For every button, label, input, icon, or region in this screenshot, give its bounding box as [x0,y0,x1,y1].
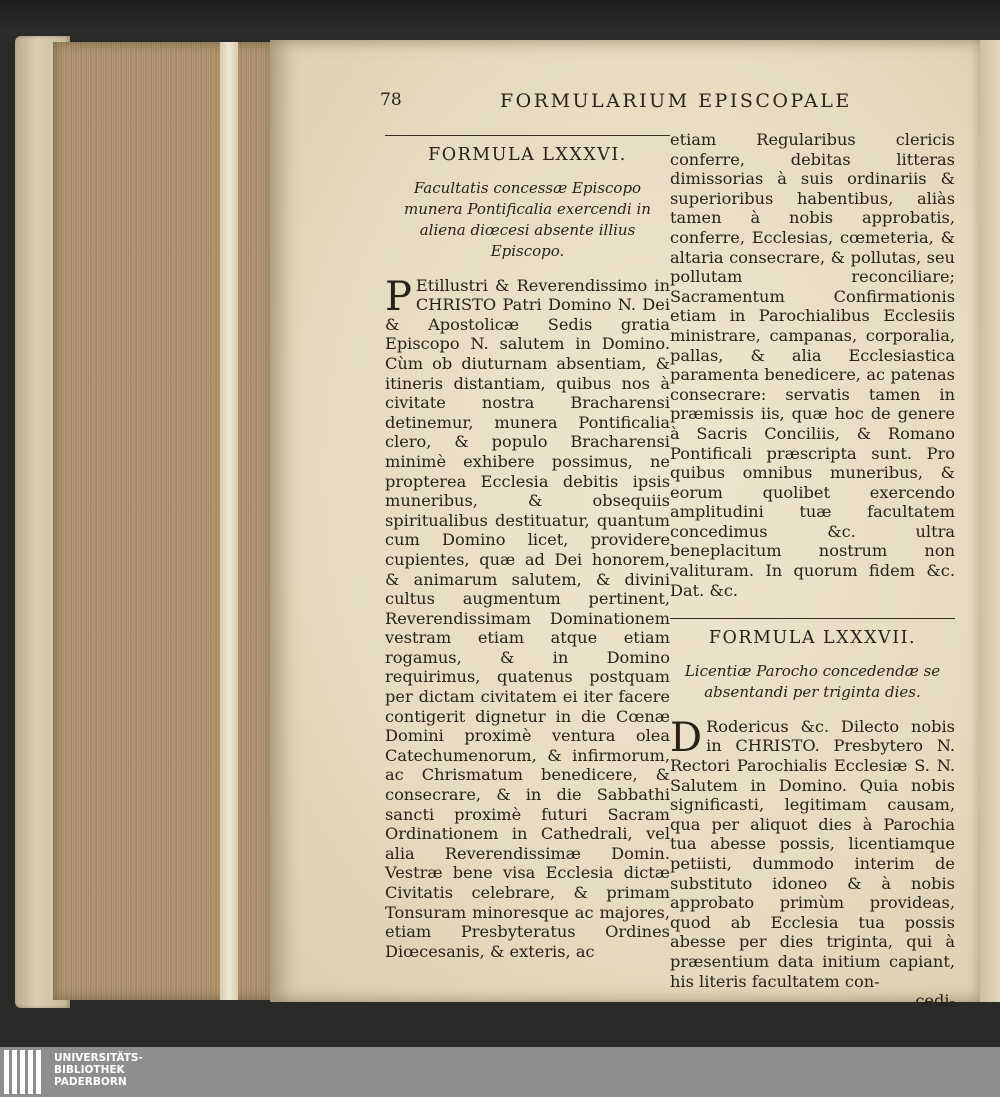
left-column [385,135,670,961]
formula-subtitle-87: Licentiæ Parocho concedendæ se absentandi per triginta dies. [684,661,941,701]
formula-body-87 [670,714,955,991]
formula-body-86 [385,273,670,962]
page-header [380,90,940,116]
book [15,30,1000,1011]
library-name-line: UNIVERSITÄTS- [54,1052,143,1064]
formula-text-87: Rodericus &c. Dilecto nobis in CHRISTO. Presbytero N. Rectori Parochialis Ecclesiæ S. N. Salutem in Domino. Quia nobis significasti, legitimam causam, qua per aliquot dies à Parochia tua abesse possis, licentiamque petiisti, dummodo interim de substituto idoneo & à nobis approbato primùm provideas, quod ab Ecclesia tua possis abesse per dies triginta, qui à præsentium data initium capiant, his literis facultatem con- [670,716,955,991]
drop-cap: P [385,273,412,320]
page-number: 78 [380,90,402,110]
formula-continuation-86: etiam Regularibus clericis conferre, debitas litteras dimissorias à suis ordinariis & superioribus habentibus, aliàs tamen à nobis approbatis, conferre, Ecclesias, cœmeteria, & altaria consecrare, & pollutas, seu pollutam reconciliare; Sacramentum Confirmationis etiam in Parochialibus Ecclesiis ministrare, campanas, corporalia, pallas, & alia Ecclesiastica paramenta benedicere, ac patenas consecrare: servatis tamen in præmissis iis, quæ hoc de genere à Sacris Conciliis, & Romano Pontificali præscripta sunt. Pro quibus omnibus muneribus, & eorum quolibet exercendo amplitudini tuæ facultatem concedimus &c. ultra beneplacitum nostrum non valituram. In quorum fidem &c. Dat. &c. [670,130,955,600]
drop-cap: D [670,714,703,761]
library-footer-bar [0,1047,1000,1097]
library-name [54,1052,143,1088]
formula-title-86: FORMULA LXXXVI. [428,145,627,165]
page-block-highlight [220,42,238,1000]
formula-subtitle-86: Facultatis concessæ Episcopo munera Pontificalia exercendi in aliena diœcesi absente illius Episcopo. [404,178,651,260]
next-page-edge [980,40,1000,1002]
formula-title-87: FORMULA LXXXVII. [708,628,917,649]
catchword: cedi- [915,991,955,1011]
book-page [270,40,982,1011]
page-block-edge [53,42,275,1000]
library-logo-icon [4,1050,48,1094]
formula-text-86: Etillustri & Reverendissimo in CHRISTO Patri Domino N. Dei & Apostolicæ Sedis gratia Episcopo N. salutem in Domino. Cùm ob diuturnam absentiam, & itineris distantiam, quibus nos à civitate nostra Bracharensi detinemur, munera Pontificalia clero, & populo Bracharensi minimè exhibere possimus, ne propterea Ecclesia debitis ipsis muneribus, & obsequiis spiritualibus destituatur, quantum cum Domino licet, providere cupientes, quæ ad Dei honorem, & animarum salutem, & divini cultus augmentum pertinent, Reverendissimam Dominationem vestram etiam atque etiam rogamus, & in Domino requirimus, quatenus postquam per dictam civitatem ei iter facere contigerit dignetur in die Cœnæ Domini proximè ventura olea Catechumenorum, & infirmorum, ac Chrismatum benedicere, & consecrare, & in die Sabbathi sancti proximè futuri Sacram Ordinationem in Cathedrali, vel alia Reverendissimæ Domin. Vestræ bene visa Ecclesia dictæ Civitatis celebrare, & primam Tonsuram minoresque ac majores, etiam Presbyteratus Ordines Diœcesanis, & exteris, ac [385,275,670,961]
divider-rule [385,135,670,136]
running-head: FORMULARIUM EPISCOPALE [500,90,852,112]
right-column [670,130,955,1011]
library-name-line: PADERBORN [54,1076,127,1088]
library-name-line: BIBLIOTHEK [54,1064,125,1076]
divider-rule [670,618,955,619]
